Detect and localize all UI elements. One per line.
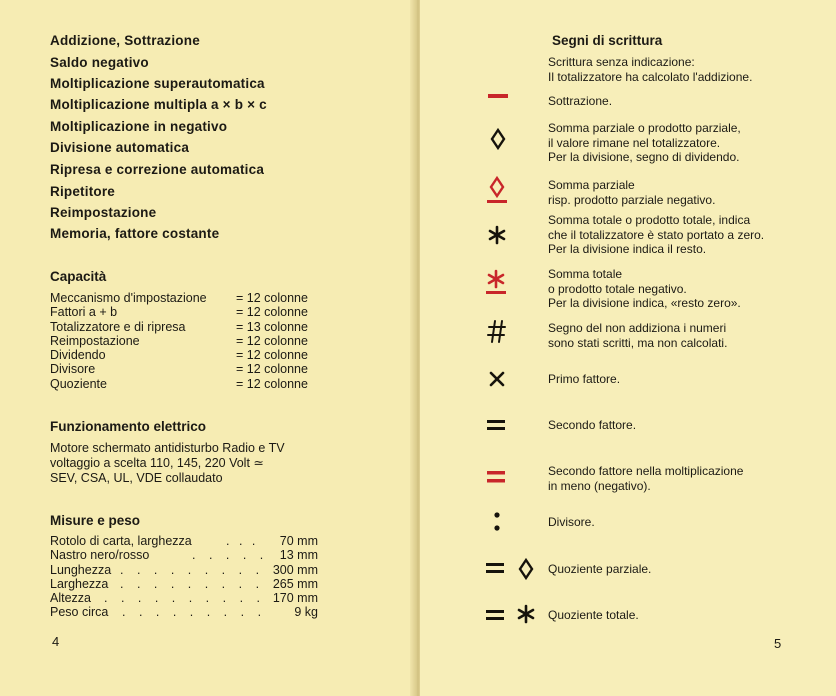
- capacity-value: = 13 colonne: [236, 320, 308, 334]
- sign-description: Somma parziale risp. prodotto parziale negativo.: [548, 178, 716, 207]
- feature-item: Moltiplicazione in negativo: [50, 119, 228, 134]
- capacity-value: = 12 colonne: [236, 362, 308, 376]
- capacity-heading: Capacità: [50, 269, 107, 284]
- capacity-label: Reimpostazione: [50, 334, 140, 348]
- feature-item: Ripetitore: [50, 184, 116, 199]
- capacity-label: Dividendo: [50, 348, 106, 362]
- electric-line: SEV, CSA, UL, VDE collaudato: [50, 471, 223, 485]
- measure-dots: . . . . . . . . .: [120, 563, 265, 577]
- capacity-value: = 12 colonne: [236, 348, 308, 362]
- electric-line: voltaggio a scelta 110, 145, 220 Volt ≃: [50, 456, 264, 470]
- capacity-label: Quoziente: [50, 377, 107, 391]
- capacity-row: [50, 291, 308, 305]
- capacity-value: = 12 colonne: [236, 305, 308, 319]
- measure-row: [50, 577, 318, 591]
- electric-line: Motore schermato antidisturbo Radio e TV: [50, 441, 285, 455]
- feature-item: Moltiplicazione superautomatica: [50, 76, 265, 91]
- feature-item: Moltiplicazione multipla a × b × c: [50, 97, 267, 112]
- measure-label: Nastro nero/rosso: [50, 548, 150, 562]
- measure-label: Altezza: [50, 591, 91, 605]
- electric-heading: Funzionamento elettrico: [50, 419, 207, 434]
- measures-heading: Misure e peso: [50, 513, 141, 528]
- page-number-left: 4: [52, 634, 60, 649]
- capacity-label: Fattori a + b: [50, 305, 118, 319]
- sign-description: Quoziente parziale.: [548, 562, 652, 576]
- capacity-row: [50, 348, 308, 362]
- capacity-label: Totalizzatore e di ripresa: [50, 320, 186, 334]
- measure-dots: . . .: [226, 534, 259, 548]
- sign-description: Divisore.: [548, 515, 595, 529]
- measure-value: 170 mm: [272, 591, 318, 605]
- sign-description: Somma totale o prodotto totale, indica che il totalizzatore è stato portato a zero. Per la divisione indica il resto.: [548, 213, 765, 256]
- sign-description: Somma parziale o prodotto parziale, il valore rimane nel totalizzatore. Per la divisione, segno di dividendo.: [548, 121, 741, 164]
- measure-value: 300 mm: [272, 563, 318, 577]
- measure-label: Larghezza: [50, 577, 109, 591]
- measure-dots: . . . . .: [192, 548, 269, 562]
- measure-row: [50, 563, 318, 577]
- capacity-row: [50, 320, 308, 334]
- sign-description: Segno del non addiziona i numeri sono stati scritti, ma non calcolati.: [548, 321, 728, 350]
- capacity-row: [50, 377, 308, 391]
- capacity-row: [50, 334, 308, 348]
- sign-description: Sottrazione.: [548, 94, 613, 108]
- capacity-value: = 12 colonne: [236, 377, 308, 391]
- measure-row: [50, 548, 318, 562]
- measure-value: 265 mm: [272, 577, 318, 591]
- measure-dots: . . . . . . . . . .: [104, 591, 265, 605]
- measure-row: [50, 605, 318, 619]
- sign-description: Primo fattore.: [548, 372, 621, 386]
- measure-value: 70 mm: [279, 534, 318, 548]
- measure-label: Rotolo di carta, larghezza: [50, 534, 192, 548]
- signs-heading: Segni di scrittura: [552, 33, 663, 48]
- measure-value: 13 mm: [279, 548, 318, 562]
- measure-label: Lunghezza: [50, 563, 112, 577]
- sign-description: Secondo fattore.: [548, 418, 637, 432]
- left-page: [0, 0, 416, 696]
- measure-dots: . . . . . . . . .: [122, 605, 267, 619]
- measure-label: Peso circa: [50, 605, 109, 619]
- page-number-right: 5: [774, 636, 782, 651]
- feature-item: Reimpostazione: [50, 205, 157, 220]
- sign-description: Scrittura senza indicazione: Il totalizzatore ha calcolato l'addizione.: [548, 55, 753, 84]
- feature-item: Ripresa e correzione automatica: [50, 162, 265, 177]
- measure-row: [50, 534, 318, 548]
- feature-item: Divisione automatica: [50, 140, 190, 155]
- feature-item: Memoria, fattore costante: [50, 226, 220, 241]
- sign-description: Secondo fattore nella moltiplicazione in meno (negativo).: [548, 464, 744, 493]
- measure-dots: . . . . . . . . .: [120, 577, 265, 591]
- sign-description: Somma totale o prodotto totale negativo. Per la divisione indica, «resto zero».: [548, 267, 741, 310]
- sign-description: Quoziente totale.: [548, 608, 639, 622]
- capacity-row: [50, 362, 308, 376]
- measure-row: [50, 591, 318, 605]
- feature-item: Saldo negativo: [50, 55, 149, 70]
- feature-item: Addizione, Sottrazione: [50, 33, 200, 48]
- capacity-value: = 12 colonne: [236, 334, 308, 348]
- measure-value: 9 kg: [294, 605, 318, 619]
- capacity-label: Divisore: [50, 362, 96, 376]
- capacity-row: [50, 305, 308, 319]
- capacity-value: = 12 colonne: [236, 291, 308, 305]
- capacity-label: Meccanismo d'impostazione: [50, 291, 207, 305]
